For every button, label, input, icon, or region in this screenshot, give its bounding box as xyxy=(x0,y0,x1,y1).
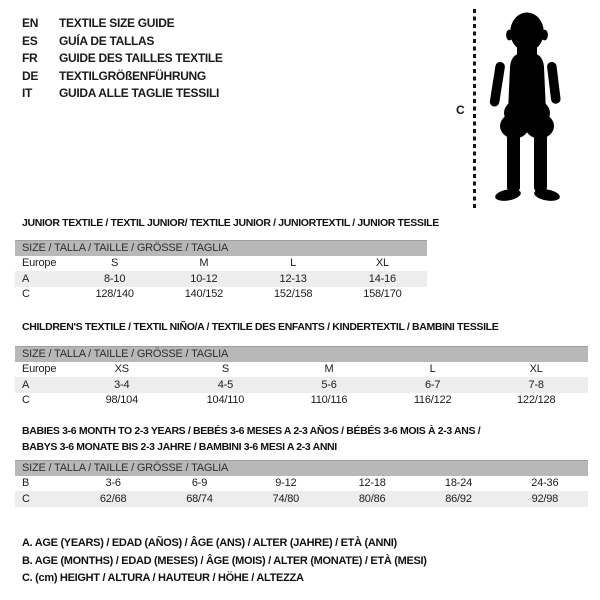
table-cell: M xyxy=(324,363,334,376)
language-row xyxy=(22,85,223,103)
language-row xyxy=(22,50,223,68)
table-cell: 74/80 xyxy=(272,492,300,505)
table-cell: L xyxy=(429,363,436,376)
table-cell: 9-12 xyxy=(275,477,297,490)
table-cell: 98/104 xyxy=(105,394,139,407)
row-label: Europe xyxy=(22,363,57,376)
table-cell: XL xyxy=(375,257,389,270)
guide-title: TEXTILGRÖßENFÜHRUNG xyxy=(59,68,206,83)
language-code: FR xyxy=(22,51,38,65)
table-cell: 4-5 xyxy=(217,378,234,391)
row-label: B xyxy=(22,477,30,490)
table-cell: 62/68 xyxy=(99,492,127,505)
table-row-europe xyxy=(15,256,427,272)
table-cell: 104/110 xyxy=(206,394,245,407)
table-cell: 6-7 xyxy=(424,378,441,391)
language-row xyxy=(22,68,223,86)
guide-title: TEXTILE SIZE GUIDE xyxy=(59,16,175,30)
table-cell: 140/152 xyxy=(184,288,224,301)
table-cell: 24-36 xyxy=(531,477,559,490)
table-cell: 6-9 xyxy=(191,477,208,490)
table-cell: S xyxy=(111,257,119,270)
table-cell: 158/170 xyxy=(363,288,402,301)
table-cell: 8-10 xyxy=(104,272,126,285)
table-row-age xyxy=(15,271,427,287)
table-row-months xyxy=(15,476,588,492)
size-header-bar: SIZE / TALLA / TAILLE / GRÖSSE / TAGLIA xyxy=(15,460,588,476)
table-cell: 12-13 xyxy=(279,272,307,285)
language-title-block xyxy=(22,15,223,103)
table-cell: 3-6 xyxy=(105,477,121,490)
legend-line-b: B. AGE (MONTHS) / EDAD (MESES) / ÂGE (MOIS) / ALTER (MONATE) / ETÀ (MESI) xyxy=(22,554,427,567)
children-size-table xyxy=(15,346,588,408)
language-code: EN xyxy=(22,16,39,30)
table-cell: 5-6 xyxy=(321,378,337,391)
table-cell: XL xyxy=(529,363,543,376)
row-label: C xyxy=(22,492,30,505)
row-label: Europe xyxy=(22,257,57,270)
table-cell: 80/86 xyxy=(358,492,386,505)
table-cell: 122/128 xyxy=(517,394,556,407)
babies-table-title-line2: BABYS 3-6 MONATE BIS 2-3 JAHRE / BAMBINI 3-6 MESI A 2-3 ANNI xyxy=(22,441,337,453)
table-cell: 3-4 xyxy=(114,378,130,391)
junior-table-title: JUNIOR TEXTILE / TEXTIL JUNIOR/ TEXTILE JUNIOR / JUNIORTEXTIL / JUNIOR TESSILE xyxy=(22,217,439,229)
language-code: IT xyxy=(22,86,33,100)
table-cell: 116/122 xyxy=(413,394,452,407)
table-cell: 18-24 xyxy=(444,477,473,490)
row-label: A xyxy=(22,272,30,285)
table-cell: 14-16 xyxy=(368,272,396,285)
table-cell: 92/98 xyxy=(531,492,559,505)
measure-legend xyxy=(22,535,427,588)
guide-title: GUIDA ALLE TAGLIE TESSILI xyxy=(59,86,220,100)
babies-table-title-line1: BABIES 3-6 MONTH TO 2-3 YEARS / BEBÉS 3-6 MESES A 2-3 AÑOS / BÉBÉS 3-6 MOIS À 2-3 ANS / xyxy=(22,425,481,437)
table-cell: 152/158 xyxy=(273,288,313,301)
size-header-bar: SIZE / TALLA / TAILLE / GRÖSSE / TAGLIA xyxy=(15,346,588,362)
table-row-europe xyxy=(15,362,588,378)
table-cell: 86/92 xyxy=(445,492,472,505)
row-label: C xyxy=(22,288,30,301)
table-cell: 12-18 xyxy=(358,477,386,490)
table-row-height xyxy=(15,393,588,409)
table-cell: M xyxy=(199,257,209,270)
language-row xyxy=(22,33,223,51)
table-cell: 68/74 xyxy=(186,492,213,505)
language-code: DE xyxy=(22,68,39,83)
measure-label-c: C xyxy=(456,103,465,117)
table-row-height xyxy=(15,491,588,507)
row-label: A xyxy=(22,378,30,391)
table-cell: S xyxy=(221,363,229,376)
table-cell: XS xyxy=(114,363,129,376)
table-cell: L xyxy=(290,257,297,270)
children-table-title: CHILDREN'S TEXTILE / TEXTIL NIÑO/A / TEXTILE DES ENFANTS / KINDERTEXTIL / BAMBINI TESSILE xyxy=(22,321,499,333)
table-row-age xyxy=(15,377,588,393)
table-cell: 7-8 xyxy=(528,378,544,391)
language-code: ES xyxy=(22,33,38,48)
baby-silhouette-icon xyxy=(480,9,572,207)
table-cell: 128/140 xyxy=(95,288,134,301)
junior-size-table xyxy=(15,240,427,302)
row-label: C xyxy=(22,394,30,407)
language-row xyxy=(22,15,223,33)
legend-line-a: A. AGE (YEARS) / EDAD (AÑOS) / ÂGE (ANS) / ALTER (JAHRE) / ETÀ (ANNI) xyxy=(22,537,397,549)
babies-size-table xyxy=(15,460,588,507)
guide-title: GUÍA DE TALLAS xyxy=(59,33,155,48)
height-measure-dashed-line xyxy=(473,9,476,208)
table-cell: 10-12 xyxy=(190,272,218,285)
legend-line-c: C. (cm) HEIGHT / ALTURA / HAUTEUR / HÖHE / ALTEZZA xyxy=(22,572,304,584)
size-header-bar: SIZE / TALLA / TAILLE / GRÖSSE / TAGLIA xyxy=(15,240,427,256)
table-row-height xyxy=(15,287,427,303)
guide-title: GUIDE DES TAILLES TEXTILE xyxy=(59,51,223,65)
table-cell: 110/116 xyxy=(310,394,348,407)
